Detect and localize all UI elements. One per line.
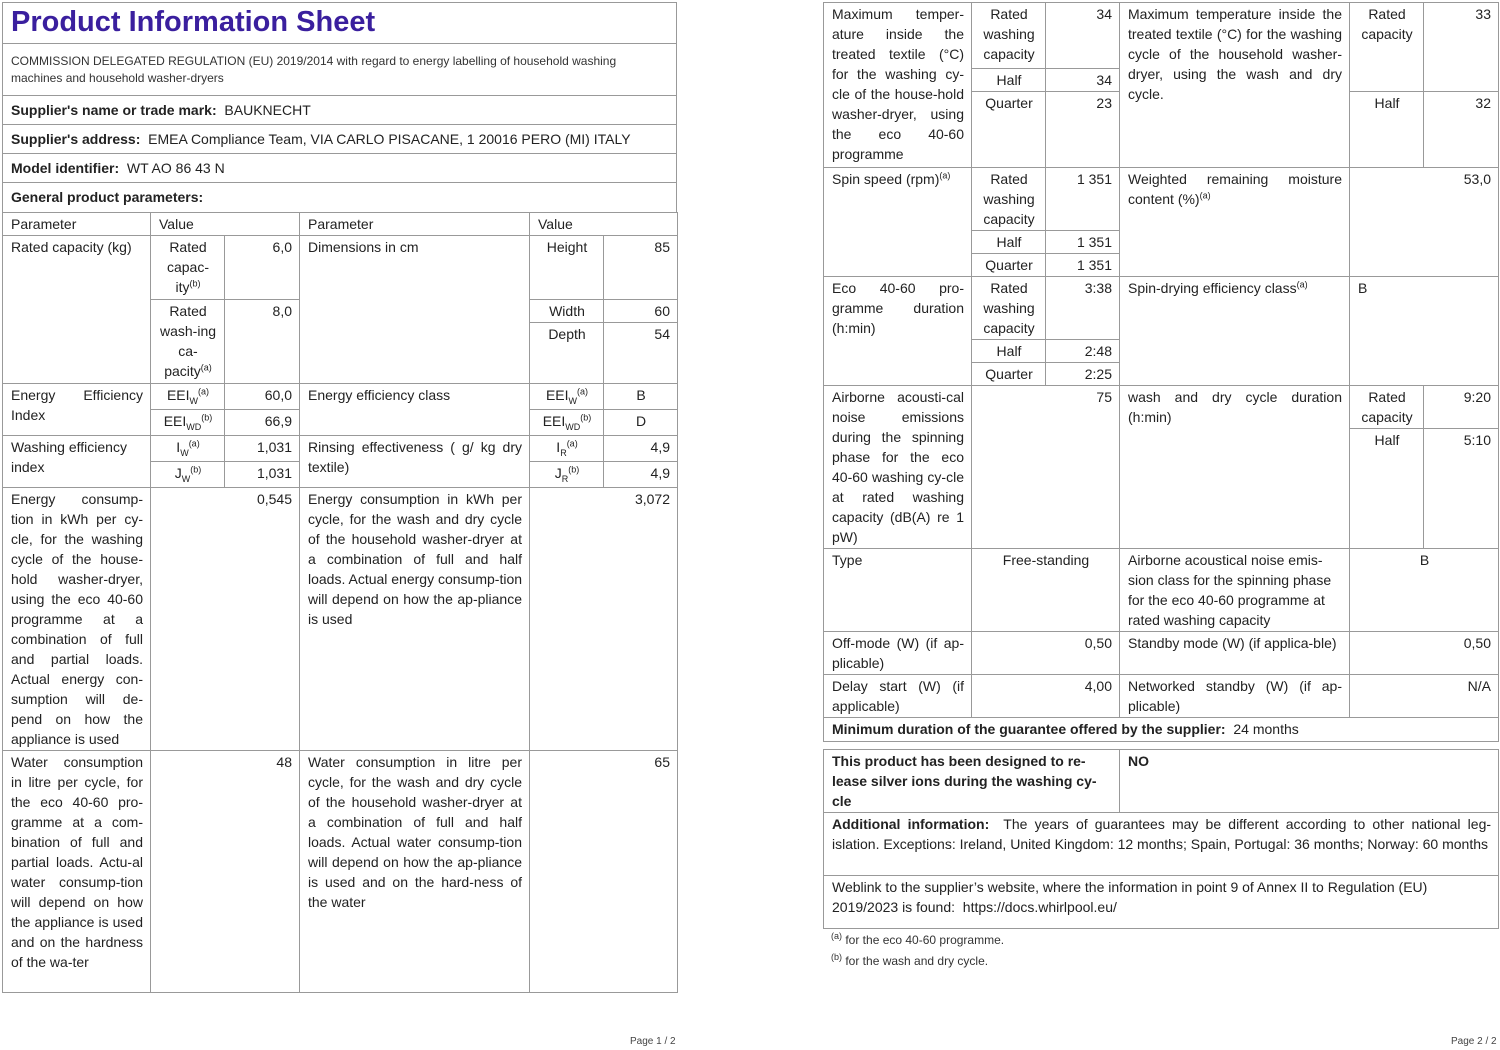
energy-wash-value: 0,545 [151,488,300,751]
eec-w-value: B [604,384,678,410]
spin-rated: 1 351 [1046,168,1120,231]
spin-rated-label: Rated washing capacity [972,168,1046,231]
rated-capacity-val1: 6,0 [225,236,300,300]
table-row [824,813,1499,876]
rated-capacity-val2: 8,0 [225,300,300,384]
page-title: Product Information Sheet [2,2,677,43]
rinse-jr-symbol: $J_R^{(b)}$ [530,462,604,488]
noise-value: 75 [972,386,1120,549]
maxtemp-dry-half-label: Half [1350,92,1424,168]
address-value: EMEA Compliance Team, VIA CARLO PISACANE, 1 20016 PERO (MI) ITALY [148,131,631,147]
delay-value: 4,00 [972,675,1120,718]
footnote-b: $^{(b)}$ for the wash and dry cycle. [831,952,989,968]
moisture-value: 53,0 [1350,168,1499,277]
table-row [3,436,678,462]
table-row [3,488,678,751]
eco-duration-quarter: 2:25 [1046,363,1120,386]
delay-label: Delay start (W) (if applicable) [824,675,972,718]
table-row [824,277,1499,340]
model-row [2,153,677,182]
weblink-url[interactable]: https://docs.whirlpool.eu/ [962,899,1117,915]
eei-w-value: 60,0 [225,384,300,410]
eec-wd-value: D [604,410,678,436]
additional-info [824,813,1499,876]
rated-capacity-label: Rated capacity (kg) [3,236,151,384]
maxtemp-dry-rated-label: Rated capacity [1350,3,1424,92]
water-dry-value: 65 [530,751,678,993]
supplier-label: Supplier's name or trade mark: [11,102,217,118]
spin-quarter-label: Quarter [972,254,1046,277]
wei-iw-value: 1,031 [225,436,300,462]
rinse-jr-value: 4,9 [604,462,678,488]
eec-wd-symbol: $EEI_{WD}^{(b)}$ [530,410,604,436]
footnote-a: $^{(a)}$ for the eco 40-60 programme. [831,931,1005,947]
eco-duration-label: Eco 40-60 pro-gramme duration (h:min) [824,277,972,386]
eec-w-symbol: $EEI_W^{(a)}$ [530,384,604,410]
table-row [824,718,1499,742]
page-number: Page 1 / 2 [630,1036,676,1047]
wei-jw-value: 1,031 [225,462,300,488]
wd-duration-half-label: Half [1350,429,1424,549]
guarantee-value: 24 months [1233,721,1299,737]
silver-value: NO [1120,750,1499,813]
water-wash-value: 48 [151,751,300,993]
additional-label: Additional information: [832,816,990,832]
wd-duration-label: wash and dry cycle duration (h:min) [1120,386,1350,549]
water-wash-label: Water consumption in litre per cycle, for the eco 40-60 pro-gramme at a com-bination of full and partial loads. Actu-al water consump-tion will depend on how the appliance is used and on the hardness of the wa-ter [3,751,151,993]
header-value: Value [151,213,300,236]
spin-quarter: 1 351 [1046,254,1120,277]
parameters-table [2,212,678,993]
header-value: Value [530,213,678,236]
eei-wd-value: 66,9 [225,410,300,436]
energy-dry-value: 3,072 [530,488,678,751]
networked-value: N/A [1350,675,1499,718]
silver-label: This product has been designed to re-lease silver ions during the washing cy-cle [824,750,1120,813]
depth-label: Depth [530,323,604,384]
rinse-label: Rinsing effectiveness ( g/ kg dry textile) [300,436,530,488]
regulation-text: COMMISSION DELEGATED REGULATION (EU) 2019/2014 with regard to energy labelling of household washing machines and household washer-dryers [2,43,677,95]
type-value: Free-standing [972,549,1120,632]
header-parameter: Parameter [3,213,151,236]
wd-duration-half: 5:10 [1424,429,1499,549]
eco-duration-rated: 3:38 [1046,277,1120,340]
noise-label: Airborne acousti-cal noise emissions during the spinning phase for the eco 40-60 washing cy-cle at rated washing capacity (dB(A) re 1 pW) [824,386,972,549]
width-label: Width [530,300,604,323]
networked-label: Networked standby (W) (if ap-plicable) [1120,675,1350,718]
eco-duration-half-label: Half [972,340,1046,363]
maxtemp-wash-rated-label: Rated washing capacity [972,3,1046,69]
eei-wd-symbol: $EEI_{WD}^{(b)}$ [151,410,225,436]
spin-label: Spin speed (rpm)$^{(a)}$ [824,168,972,277]
table-row [3,751,678,993]
maxtemp-wash-quarter: 23 [1046,92,1120,168]
general-row [2,182,677,212]
rated-capacity-sub2: Rated wash-ing ca-pacity$^{(a)}$ [151,300,225,384]
height-value: 85 [604,236,678,300]
maxtemp-dry-label: Maximum temperature inside the treated textile (°C) for the washing cycle of the household washer-dryer, using the wash and dry cycle. [1120,3,1350,168]
eco-duration-half: 2:48 [1046,340,1120,363]
maxtemp-wash-half-label: Half [972,69,1046,92]
noise-class-value: B [1350,549,1499,632]
wei-iw-symbol: $I_W^{(a)}$ [151,436,225,462]
model-label: Model identifier: [11,160,120,176]
address-label: Supplier's address: [11,131,141,147]
table-row [824,632,1499,675]
maxtemp-wash-label: Maximum temper-ature inside the treated textile (°C) for the washing cy-cle of the house-hold washer-dryer, using the eco 40-60 programme [824,3,972,168]
guarantee-label: Minimum duration of the guarantee offered by the supplier: [832,721,1226,737]
maxtemp-wash-quarter-label: Quarter [972,92,1046,168]
maxtemp-dry-rated: 33 [1424,3,1499,92]
maxtemp-dry-half: 32 [1424,92,1499,168]
width-value: 60 [604,300,678,323]
eei-w-symbol: $EEI_W^{(a)}$ [151,384,225,410]
spin-class-value: B [1350,277,1499,386]
eco-duration-quarter-label: Quarter [972,363,1046,386]
table-row [824,3,1499,69]
page-2 [823,2,1498,972]
guarantee-row [824,718,1499,742]
type-label: Type [824,549,972,632]
water-dry-label: Water consumption in litre per cycle, for the wash and dry cycle of the household washer-dryer at a combination of full and half loads. Actual water consump-tion will depend on how the ap-pliance is used and on the hard-ness of the water [300,751,530,993]
parameters-table-2 [823,2,1499,929]
table-row [3,236,678,300]
general-label: General product parameters: [11,189,204,205]
offmode-label: Off-mode (W) (if ap-plicable) [824,632,972,675]
address-row [2,124,677,153]
moisture-label: Weighted remaining moisture content (%)$^{(a)}$ [1120,168,1350,277]
depth-value: 54 [604,323,678,384]
standby-value: 0,50 [1350,632,1499,675]
energy-dry-label: Energy consumption in kWh per cycle, for the wash and dry cycle of the household washer-dryer at a combination of full and half loads. Actual energy consump-tion will depend on how the ap-pliance is used [300,488,530,751]
weblink-cell [824,876,1499,929]
rated-capacity-sub1: Rated capac-ity$^{(b)}$ [151,236,225,300]
maxtemp-wash-half: 34 [1046,69,1120,92]
height-label: Height [530,236,604,300]
table-header-row [3,213,678,236]
wei-label: Washing efficiency index [3,436,151,488]
header-parameter: Parameter [300,213,530,236]
wd-duration-rated: 9:20 [1424,386,1499,429]
wei-jw-symbol: $J_W^{(b)}$ [151,462,225,488]
dimensions-label: Dimensions in cm [300,236,530,384]
table-row [824,675,1499,718]
table-row [824,750,1499,813]
spin-half-label: Half [972,231,1046,254]
weblink-text: Weblink to the supplier’s website, where the information in point 9 of Annex II to Regulation (EU) 2019/2023 is found: [832,879,1428,915]
eco-duration-rated-label: Rated washing capacity [972,277,1046,340]
noise-class-label: Airborne acoustical noise emis-sion class for the spinning phase for the eco 40-60 programme at rated washing capacity [1120,549,1350,632]
maxtemp-wash-rated: 34 [1046,3,1120,69]
spacer-row [824,742,1499,750]
additional-value: The years of guarantees may be different according to other national leg-islation. Exceptions: Ireland, United Kingdom: 12 months; Spain, Portugal: 36 months; Norway: 60 months [832,816,1492,852]
page-number: Page 2 / 2 [1451,1036,1497,1047]
spin-class-label: Spin-drying efficiency class$^{(a)}$ [1120,277,1350,386]
supplier-value: BAUKNECHT [224,102,311,118]
table-row [824,168,1499,231]
rinse-ir-symbol: $I_R^{(a)}$ [530,436,604,462]
eec-label: Energy efficiency class [300,384,530,436]
energy-wash-label: Energy consump-tion in kWh per cy-cle, for the washing cycle of the house-hold washer-dryer, using the eco 40-60 programme at a combination of full and partial loads. Actual energy con-sumption will de-pend on how the appliance is used [3,488,151,751]
table-row [3,384,678,410]
rinse-ir-value: 4,9 [604,436,678,462]
spin-half: 1 351 [1046,231,1120,254]
eei-label: Energy Efficiency Index [3,384,151,436]
supplier-row [2,95,677,124]
spacer [824,742,1499,750]
wd-duration-rated-label: Rated capacity [1350,386,1424,429]
model-value: WT AO 86 43 N [126,160,225,176]
table-row [824,549,1499,632]
page-1 [2,2,677,993]
table-row [824,386,1499,429]
table-row [824,876,1499,929]
offmode-value: 0,50 [972,632,1120,675]
standby-label: Standby mode (W) (if applica-ble) [1120,632,1350,675]
